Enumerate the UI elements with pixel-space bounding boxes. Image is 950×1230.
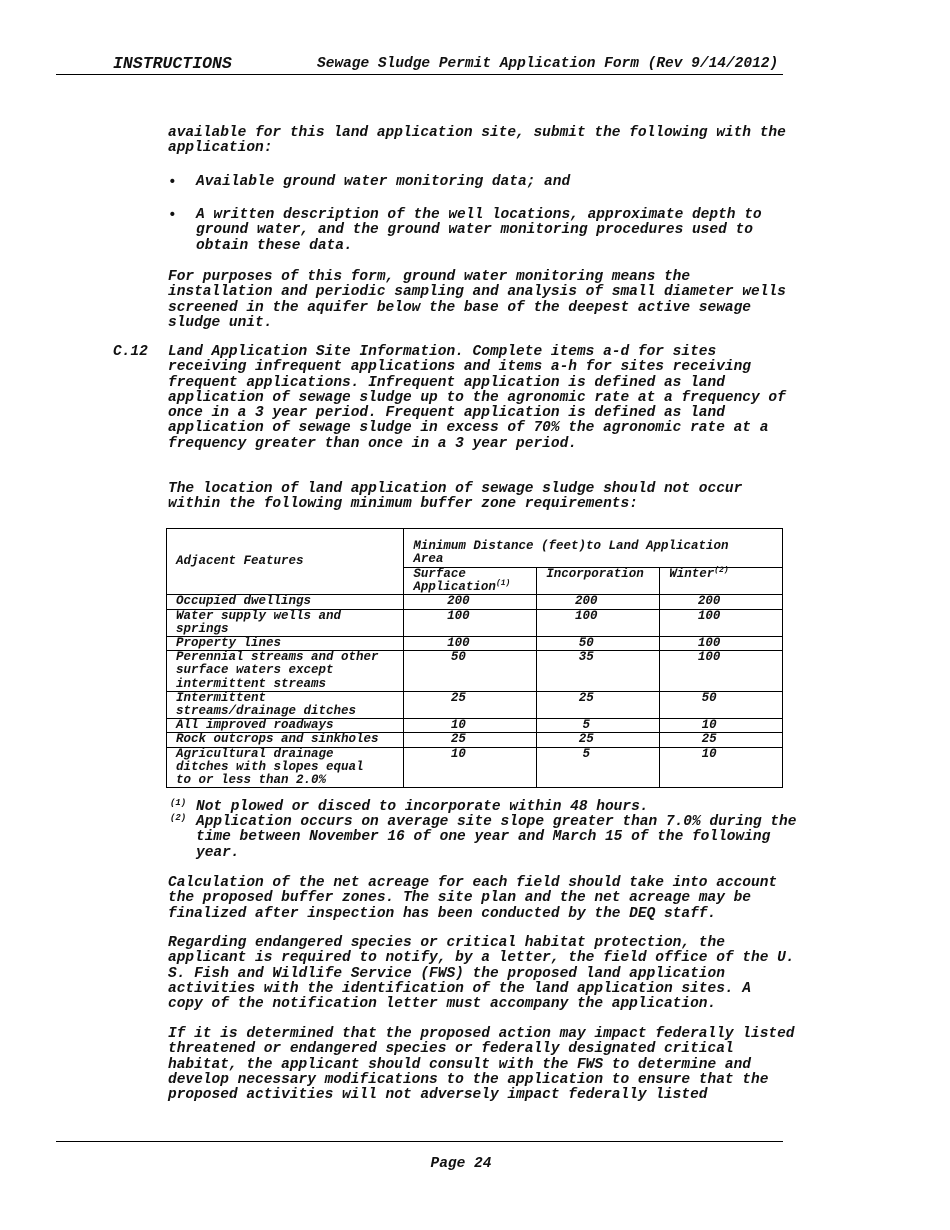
header-winter-label: Winter — [669, 567, 715, 581]
winter-cell: 25 — [660, 733, 783, 747]
footnote-mark: (2) — [170, 813, 187, 823]
feature-cell: Rock outcrops and sinkholes — [167, 733, 404, 747]
consultation-paragraph: If it is determined that the proposed action may impact federally listed threatened or endangered species or federally designated critical habitat, the applicant should consult with the FWS to determine and develop necessary modifications to the application to ensure that the proposed activities will not adversely impact federally listed — [168, 1026, 795, 1104]
winter-cell: 10 — [660, 747, 783, 788]
feature-cell: Intermittent streams/drainage ditches — [167, 691, 404, 718]
surface-cell: 25 — [404, 691, 537, 718]
table-row — [167, 609, 783, 636]
bullet-item: Available ground water monitoring data; and — [196, 174, 571, 190]
incorporation-cell: 5 — [537, 719, 660, 733]
winter-cell: 100 — [660, 609, 783, 636]
bullet-marker: • — [168, 208, 177, 224]
footnote-ref-1: (1) — [495, 579, 511, 589]
feature-cell: Water supply wells and springs — [167, 609, 404, 636]
feature-cell: Property lines — [167, 637, 404, 651]
surface-cell: 25 — [404, 733, 537, 747]
header-minimum-distance: Minimum Distance (feet)to Land Application Area — [404, 529, 783, 568]
surface-cell: 10 — [404, 747, 537, 788]
header-section-title: INSTRUCTIONS — [113, 54, 232, 73]
table-row — [167, 691, 783, 718]
winter-cell: 100 — [660, 651, 783, 692]
footnote-text: Not plowed or disced to incorporate within 48 hours. — [196, 799, 649, 815]
bullet-marker: • — [168, 175, 177, 191]
header-surface-label: Surface Application — [413, 567, 496, 595]
incorporation-cell: 5 — [537, 747, 660, 788]
feature-cell: Agricultural drainage ditches with slopes equal to or less than 2.0% — [167, 747, 404, 788]
table-row — [167, 651, 783, 692]
header-divider — [56, 74, 783, 75]
winter-cell: 200 — [660, 595, 783, 609]
header-winter — [660, 565, 783, 595]
page-number: Page 24 — [430, 1156, 492, 1172]
buffer-intro: The location of land application of sewage sludge should not occur within the following minimum buffer zone requirements: — [168, 481, 743, 513]
footer-divider — [56, 1141, 783, 1142]
bullet-item: A written description of the well locations, approximate depth to ground water, and the ground water monitoring procedures used to obtain these data. — [196, 207, 762, 254]
header-incorporation: Incorporation — [537, 568, 660, 595]
header-surface-application — [404, 568, 537, 595]
winter-cell: 50 — [660, 691, 783, 718]
footnote-ref-2: (2) — [714, 565, 729, 575]
acreage-paragraph: Calculation of the net acreage for each field should take into account the proposed buffer zones. The site plan and the net acreage may be finalized after inspection has been conducted by the DEQ staff. — [168, 875, 778, 922]
incorporation-cell: 25 — [537, 733, 660, 747]
header-form-title: Sewage Sludge Permit Application Form (Rev 9/14/2012) — [317, 56, 779, 72]
incorporation-cell: 200 — [537, 595, 660, 609]
buffer-zone-table — [166, 528, 783, 788]
table-row — [167, 747, 783, 788]
incorporation-cell: 25 — [537, 691, 660, 718]
winter-cell: 10 — [660, 719, 783, 733]
incorporation-cell: 50 — [537, 637, 660, 651]
table-row — [167, 595, 783, 609]
winter-cell: 100 — [660, 637, 783, 651]
incorporation-cell: 100 — [537, 609, 660, 636]
table-row — [167, 637, 783, 651]
footnote-mark: (1) — [170, 798, 187, 808]
surface-cell: 200 — [404, 595, 537, 609]
intro-paragraph: available for this land application site, submit the following with the application: — [168, 125, 786, 157]
surface-cell: 50 — [404, 651, 537, 692]
header-adjacent-features: Adjacent Features — [167, 529, 404, 595]
incorporation-cell: 35 — [537, 651, 660, 692]
section-number: C.12 — [113, 344, 148, 360]
endangered-species-paragraph: Regarding endangered species or critical habitat protection, the applicant is required to notify, by a letter, the field office of the U. S. Fish and Wildlife Service (FWS) the proposed land application activities with the identification of the land application sites. A copy of the notification letter must accompany the application. — [168, 935, 795, 1013]
monitoring-definition: For purposes of this form, ground water monitoring means the installation and periodic sampling and analysis of small diameter wells screened in the aquifer below the base of the deepest active sewage sludge unit. — [168, 269, 786, 331]
table-row — [167, 719, 783, 733]
surface-cell: 100 — [404, 637, 537, 651]
surface-cell: 10 — [404, 719, 537, 733]
table-row — [167, 733, 783, 747]
feature-cell: Perennial streams and other surface waters except intermittent streams — [167, 651, 404, 692]
feature-cell: Occupied dwellings — [167, 595, 404, 609]
table-header-row — [167, 529, 783, 568]
feature-cell: All improved roadways — [167, 719, 404, 733]
section-description: Land Application Site Information. Complete items a-d for sites receiving infrequent applications and items a-h for sites receiving frequent applications. Infrequent application is defined as land application of sewage sludge up to the agronomic rate at a frequency of once in a 3 year period. Frequent application is defined as land application of sewage sludge in excess of 70% the agronomic rate at a frequency greater than once in a 3 year period. — [168, 344, 786, 452]
footnote-text: Application occurs on average site slope greater than 7.0% during the time between November 16 of one year and March 15 of the following year. — [196, 814, 797, 861]
surface-cell: 100 — [404, 609, 537, 636]
